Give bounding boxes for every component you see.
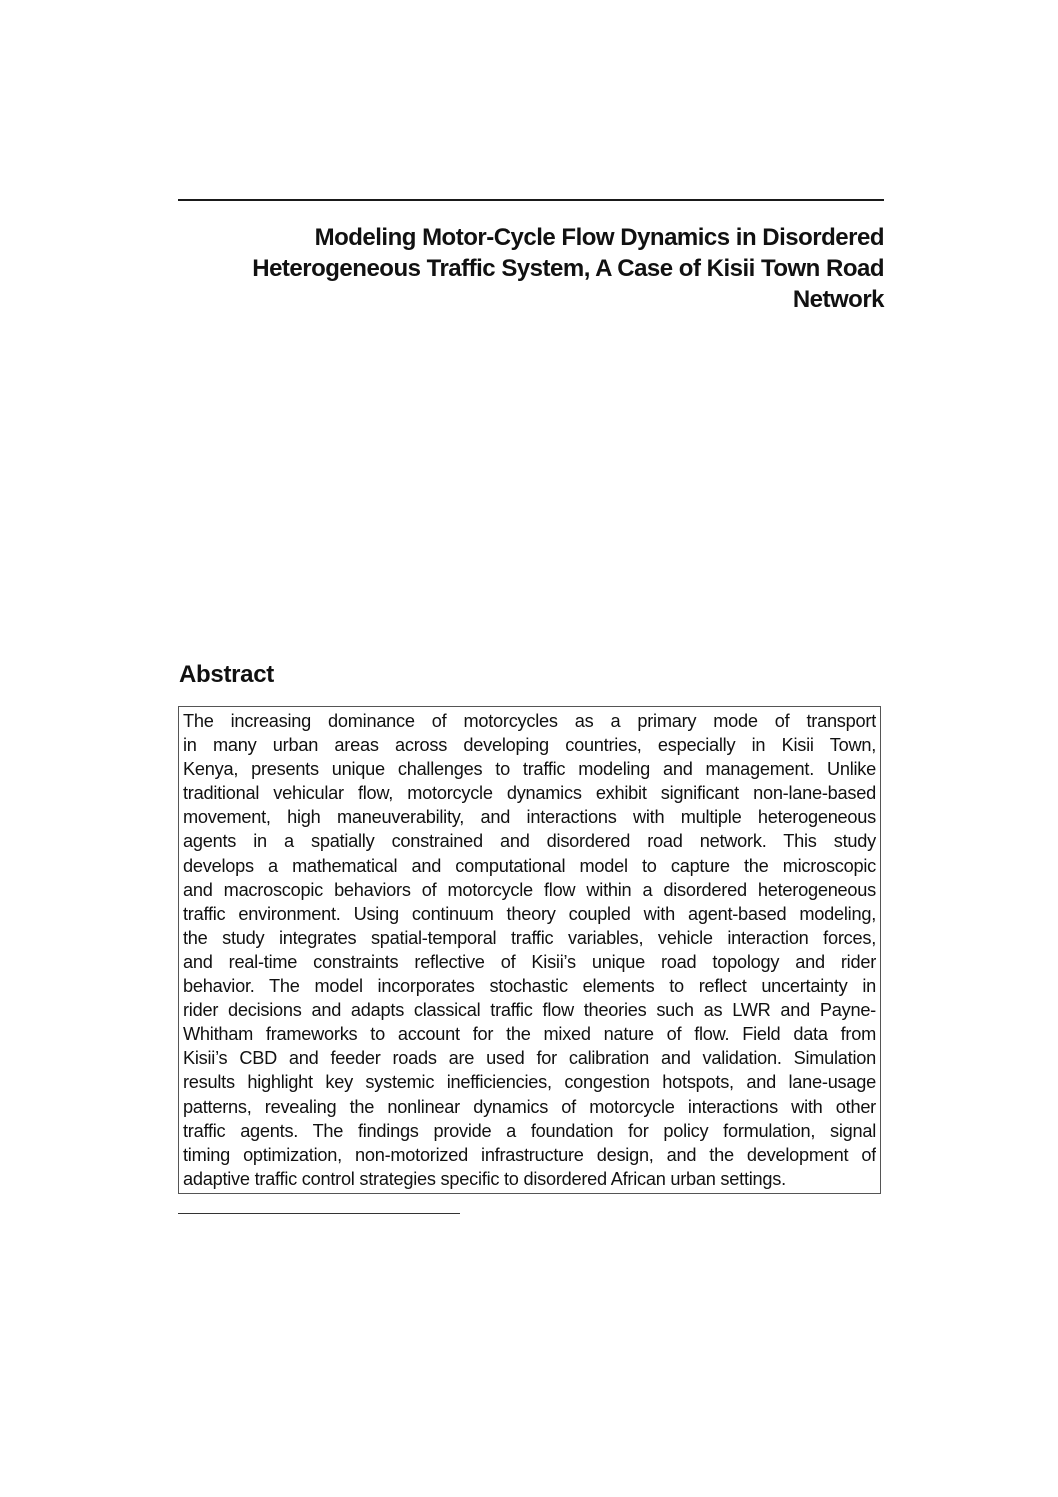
footnote-rule [178,1213,460,1214]
abstract-line: and macroscopic behaviors of motorcycle flow within a disordered heterogeneous [183,879,876,900]
abstract-line: and real-time constraints reflective of Kisii’s unique road topology and rider [183,951,876,972]
abstract-line: The increasing dominance of motorcycles as a primary mode of transport [183,711,876,731]
abstract-line: Kenya, presents unique challenges to traffic modeling and management. Unlike [183,759,876,780]
abstract-line: adaptive traffic control strategies specific to disordered African urban settings. [183,1168,786,1189]
title-line: Heterogeneous Traffic System, A Case of Kisii Town Road [252,255,884,282]
abstract-line: agents in a spatially constrained and disordered road network. This study [183,831,876,852]
abstract-line: the study integrates spatial-temporal traffic variables, vehicle interaction forces, [183,927,876,948]
abstract-box [178,706,881,1194]
abstract-line: traditional vehicular flow, motorcycle dynamics exhibit significant non-lane-based [183,783,876,804]
paper-title [178,222,884,315]
title-line: Network [792,286,884,313]
abstract-line: behavior. The model incorporates stochastic elements to reflect uncertainty in [183,976,876,997]
title-top-rule [178,199,884,201]
abstract-line: traffic agents. The findings provide a foundation for policy formulation, signal [183,1120,876,1141]
abstract-line: traffic environment. Using continuum theory coupled with agent-based modeling, [183,903,876,924]
abstract-heading: Abstract [179,661,274,688]
abstract-line: timing optimization, non-motorized infrastructure design, and the development of [183,1144,876,1165]
abstract-line: patterns, revealing the nonlinear dynamics of motorcycle interactions with other [183,1096,876,1117]
abstract-line: rider decisions and adapts classical traffic flow theories such as LWR and Payne- [183,1000,876,1021]
abstract-line: in many urban areas across developing countries, especially in Kisii Town, [183,735,876,756]
abstract-text [179,707,880,1191]
abstract-line: Whitham frameworks to account for the mixed nature of flow. Field data from [183,1024,876,1045]
abstract-line: movement, high maneuverability, and interactions with multiple heterogeneous [183,807,876,828]
abstract-line: results highlight key systemic inefficiencies, congestion hotspots, and lane-usage [183,1072,876,1093]
title-line: Modeling Motor-Cycle Flow Dynamics in Disordered [314,224,884,251]
abstract-line: develops a mathematical and computational model to capture the microscopic [183,855,876,876]
abstract-line: Kisii’s CBD and feeder roads are used for calibration and validation. Simulation [183,1048,876,1069]
